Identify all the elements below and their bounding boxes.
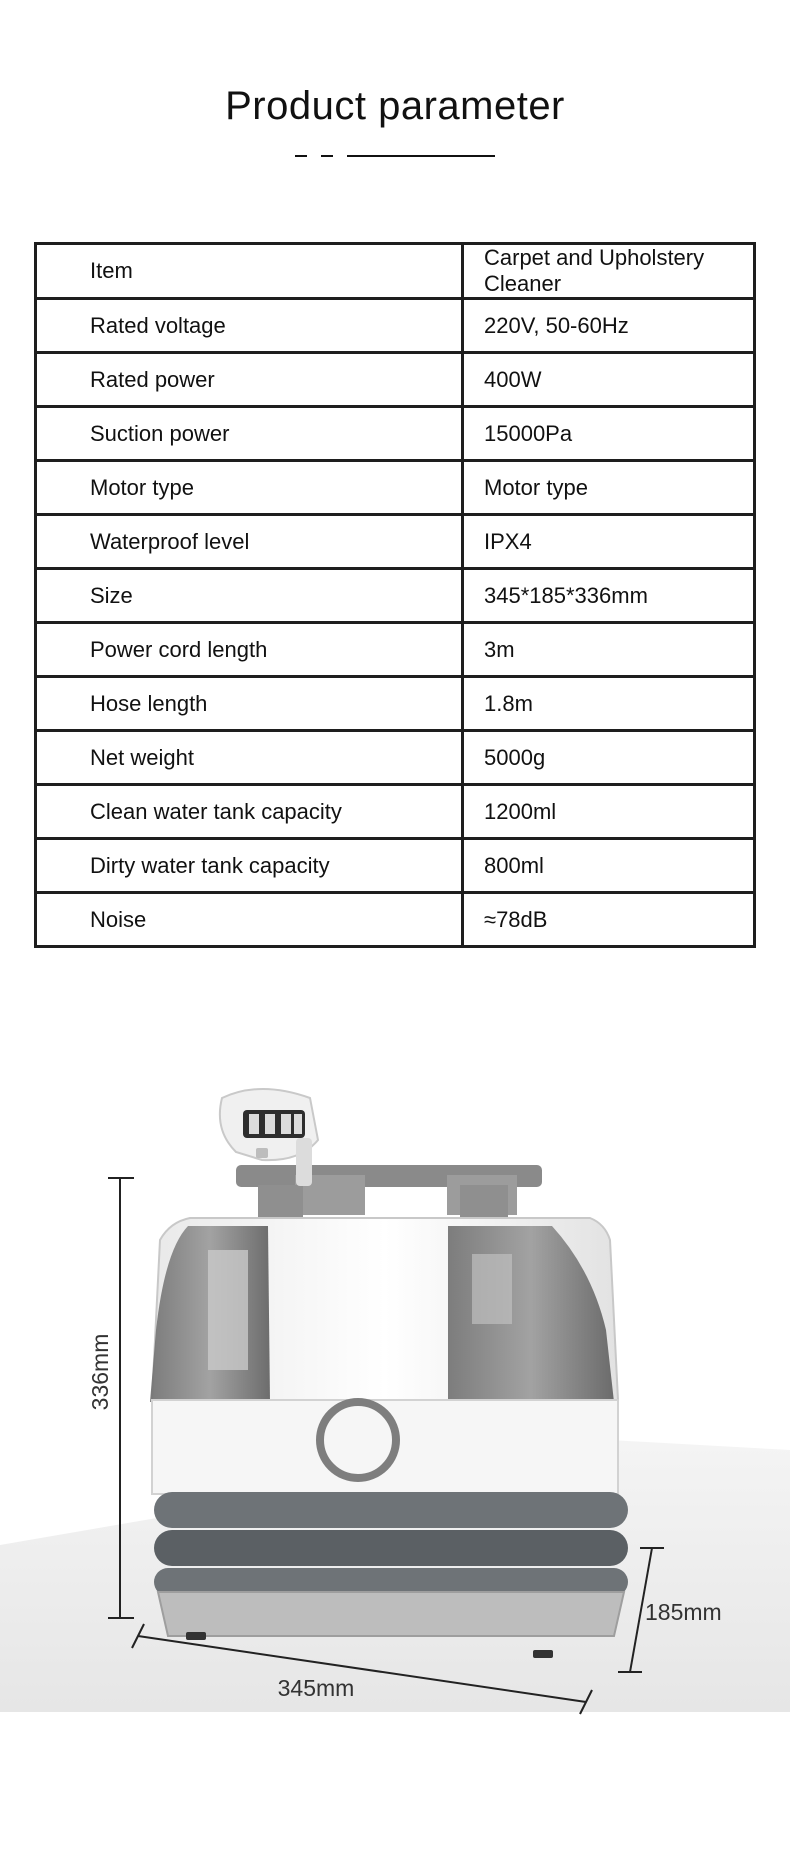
title-underline-dash	[321, 155, 333, 157]
spec-value: 15000Pa	[463, 407, 755, 461]
spec-value: 1200ml	[463, 785, 755, 839]
cleaner-body	[150, 1218, 618, 1494]
table-row	[36, 461, 755, 515]
table-row	[36, 353, 755, 407]
spec-value: IPX4	[463, 515, 755, 569]
spec-value: 3m	[463, 623, 755, 677]
handle	[236, 1165, 542, 1217]
spec-label: Rated power	[36, 353, 463, 407]
spec-value: 345*185*336mm	[463, 569, 755, 623]
spec-label: Noise	[36, 893, 463, 947]
table-row	[36, 569, 755, 623]
width-dimension-label: 345mm	[277, 1675, 355, 1701]
spec-table	[34, 242, 756, 948]
spec-label: Item	[36, 244, 463, 299]
product-dimension-illustration	[0, 1050, 790, 1850]
table-row	[36, 893, 755, 947]
table-row	[36, 244, 755, 299]
table-row	[36, 785, 755, 839]
table-row	[36, 731, 755, 785]
title-underline-dash	[295, 155, 307, 157]
table-row	[36, 299, 755, 353]
spec-value: 400W	[463, 353, 755, 407]
spec-value: 220V, 50-60Hz	[463, 299, 755, 353]
spec-value: Motor type	[463, 461, 755, 515]
spec-value: 5000g	[463, 731, 755, 785]
spec-label: Dirty water tank capacity	[36, 839, 463, 893]
spec-value: Carpet and Upholstery Cleaner	[463, 244, 755, 299]
spec-label: Motor type	[36, 461, 463, 515]
height-dimension-label: 336mm	[87, 1333, 113, 1411]
table-row	[36, 515, 755, 569]
spec-label: Net weight	[36, 731, 463, 785]
title-underline	[347, 155, 495, 157]
spec-label: Rated voltage	[36, 299, 463, 353]
spec-value: 1.8m	[463, 677, 755, 731]
table-row	[36, 839, 755, 893]
spec-label: Size	[36, 569, 463, 623]
spec-label: Power cord length	[36, 623, 463, 677]
spec-label: Clean water tank capacity	[36, 785, 463, 839]
spec-label: Suction power	[36, 407, 463, 461]
spec-value: ≈78dB	[463, 893, 755, 947]
table-row	[36, 623, 755, 677]
spec-label: Waterproof level	[36, 515, 463, 569]
spec-label: Hose length	[36, 677, 463, 731]
page-title: Product parameter	[225, 84, 565, 128]
table-row	[36, 677, 755, 731]
spec-value: 800ml	[463, 839, 755, 893]
hose	[154, 1492, 628, 1596]
depth-dimension-label: 185mm	[645, 1599, 722, 1625]
table-row	[36, 407, 755, 461]
